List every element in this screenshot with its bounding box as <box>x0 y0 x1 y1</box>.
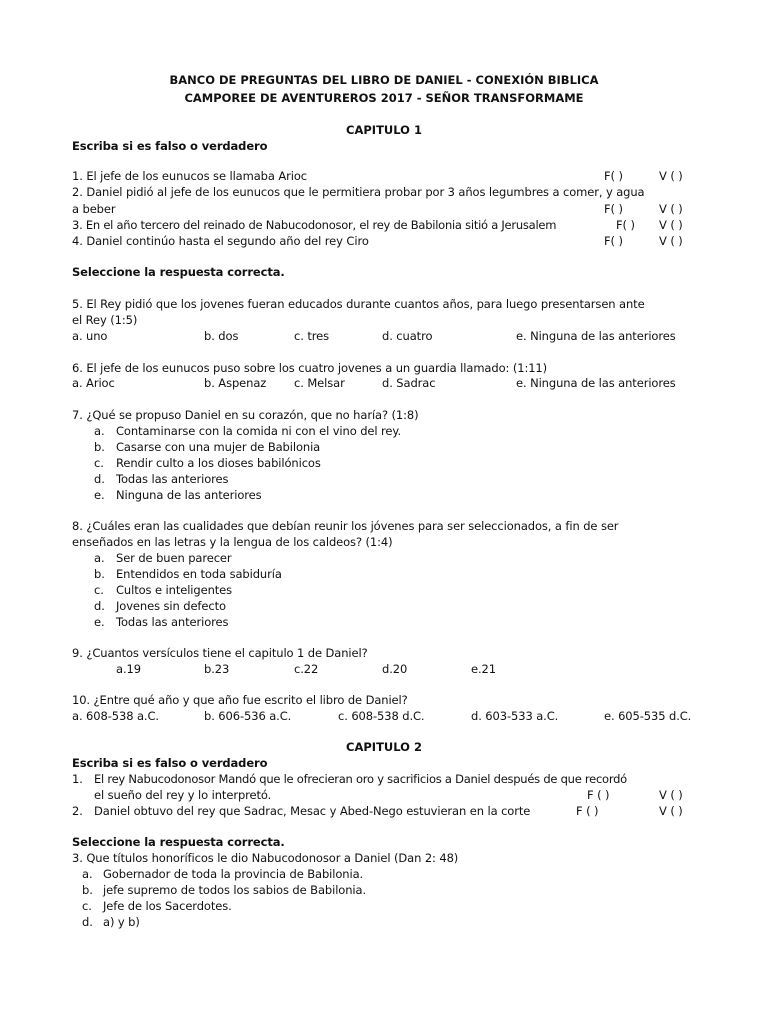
c2-tf-question-1-cont: el sueño del rey y lo interpretó. <box>94 788 272 802</box>
chapter-1-tf-instruction: Escriba si es falso o verdadero <box>72 139 268 153</box>
question-7: 7. ¿Qué se propuso Daniel en su corazón, que no haría? (1:8) <box>72 408 419 422</box>
c2-q3-option-d-letter: d. <box>82 915 93 929</box>
c2-tf-false-box-2: F ( ) <box>576 804 599 818</box>
q9-option-e: e.21 <box>471 662 496 676</box>
q5-option-c: c. tres <box>294 329 329 343</box>
c2-q3-option-a: Gobernador de toda la provincia de Babilonia. <box>103 867 364 881</box>
q6-option-a: a. Arioc <box>72 376 115 390</box>
q10-option-d: d. 603-533 a.C. <box>471 709 559 723</box>
c2-tf-question-2: Daniel obtuvo del rey que Sadrac, Mesac y Abed-Nego estuvieran en la corte <box>94 804 531 818</box>
c2-tf-false-box-1: F ( ) <box>587 788 610 802</box>
q8-option-d-letter: d. <box>94 599 105 613</box>
c2-q3-option-a-letter: a. <box>82 867 93 881</box>
question-5: 5. El Rey pidió que los jovenes fueran educados durante cuantos años, para luego presentarsen ante <box>72 297 645 311</box>
q6-option-d: d. Sadrac <box>382 376 436 390</box>
q7-option-a-letter: a. <box>94 424 105 438</box>
q5-option-b: b. dos <box>204 329 239 343</box>
q7-option-d: Todas las anteriores <box>116 472 229 486</box>
q5-option-e: e. Ninguna de las anteriores <box>516 329 676 343</box>
q10-option-e: e. 605-535 d.C. <box>604 709 692 723</box>
tf-question-2: 2. Daniel pidió al jefe de los eunucos que le permitiera probar por 3 años legumbres a comer, y agua <box>72 185 645 199</box>
q9-option-b: b.23 <box>204 662 230 676</box>
q9-option-a: a.19 <box>116 662 141 676</box>
q6-option-b: b. Aspenaz <box>204 376 267 390</box>
c2-tf-question-1: El rey Nabucodonosor Mandó que le ofrecieran oro y sacrificios a Daniel después de que recordó <box>94 772 627 786</box>
q10-option-c: c. 608-538 d.C. <box>338 709 425 723</box>
tf-false-box-4: F( ) <box>604 234 623 248</box>
question-5-cont: el Rey (1:5) <box>72 313 138 327</box>
q7-option-e: Ninguna de las anteriores <box>116 488 262 502</box>
tf-true-box-4: V ( ) <box>659 234 683 248</box>
q8-option-c-letter: c. <box>94 583 104 597</box>
q8-option-c: Cultos e inteligentes <box>116 583 233 597</box>
document-title: BANCO DE PREGUNTAS DEL LIBRO DE DANIEL - CONEXIÓN BIBLICA <box>169 73 599 87</box>
q5-option-a: a. uno <box>72 329 108 343</box>
q7-option-a: Contaminarse con la comida ni con el vino del rey. <box>116 424 401 438</box>
q7-option-c-letter: c. <box>94 456 104 470</box>
question-10: 10. ¿Entre qué año y que año fue escrito el libro de Daniel? <box>72 693 408 707</box>
tf-question-1: 1. El jefe de los eunucos se llamaba Arioc <box>72 169 308 183</box>
chapter-2-title: CAPITULO 2 <box>346 740 422 754</box>
q6-option-c: c. Melsar <box>294 376 345 390</box>
c2-q3-option-d: a) y b) <box>103 915 140 929</box>
tf-true-box-1: V ( ) <box>659 169 683 183</box>
c2-tf-2-number: 2. <box>72 804 83 818</box>
c2-q3-option-c-letter: c. <box>82 899 92 913</box>
q7-option-d-letter: d. <box>94 472 105 486</box>
chapter-1-mc-instruction: Seleccione la respuesta correcta. <box>72 265 285 279</box>
q8-option-a: Ser de buen parecer <box>116 551 232 565</box>
question-9: 9. ¿Cuantos versículos tiene el capitulo 1 de Daniel? <box>72 646 368 660</box>
document-subtitle: CAMPOREE DE AVENTUREROS 2017 - SEÑOR TRANSFORMAME <box>184 91 584 105</box>
tf-false-box-1: F( ) <box>604 169 623 183</box>
q7-option-c: Rendir culto a los dioses babilónicos <box>116 456 321 470</box>
tf-true-box-2: V ( ) <box>659 202 683 216</box>
question-8-cont: enseñados en las letras y la lengua de los caldeos? (1:4) <box>72 535 393 549</box>
c2-q3-option-b: jefe supremo de todos los sabios de Babilonia. <box>103 883 367 897</box>
c2-tf-true-box-1: V ( ) <box>659 788 683 802</box>
q8-option-d: Jovenes sin defecto <box>116 599 226 613</box>
chapter-2-mc-instruction: Seleccione la respuesta correcta. <box>72 835 285 849</box>
q7-option-e-letter: e. <box>94 488 105 502</box>
q8-option-e: Todas las anteriores <box>116 615 229 629</box>
c2-q3-option-c: Jefe de los Sacerdotes. <box>103 899 232 913</box>
tf-true-box-3: V ( ) <box>659 218 683 232</box>
tf-question-3: 3. En el año tercero del reinado de Nabucodonosor, el rey de Babilonia sitió a Jerusalem <box>72 218 557 232</box>
q8-option-a-letter: a. <box>94 551 105 565</box>
q10-option-a: a. 608-538 a.C. <box>72 709 159 723</box>
question-6: 6. El jefe de los eunucos puso sobre los cuatro jovenes a un guardia llamado: (1:11) <box>72 361 548 375</box>
c2-question-3: 3. Que títulos honoríficos le dio Nabucodonosor a Daniel (Dan 2: 48) <box>72 851 459 865</box>
q9-option-d: d.20 <box>382 662 408 676</box>
c2-q3-option-b-letter: b. <box>82 883 93 897</box>
q8-option-b-letter: b. <box>94 567 105 581</box>
q5-option-d: d. cuatro <box>382 329 433 343</box>
q9-option-c: c.22 <box>294 662 319 676</box>
q8-option-e-letter: e. <box>94 615 105 629</box>
tf-question-2-cont: a beber <box>72 202 116 216</box>
c2-tf-1-number: 1. <box>72 772 83 786</box>
chapter-2-tf-instruction: Escriba si es falso o verdadero <box>72 756 268 770</box>
c2-tf-true-box-2: V ( ) <box>659 804 683 818</box>
q7-option-b-letter: b. <box>94 440 105 454</box>
chapter-1-title: CAPITULO 1 <box>346 123 422 137</box>
tf-false-box-2: F( ) <box>604 202 623 216</box>
q6-option-e: e. Ninguna de las anteriores <box>516 376 676 390</box>
tf-question-4: 4. Daniel continúo hasta el segundo año del rey Ciro <box>72 234 369 248</box>
q10-option-b: b. 606-536 a.C. <box>204 709 292 723</box>
q8-option-b: Entendidos en toda sabiduría <box>116 567 282 581</box>
tf-false-box-3: F( ) <box>616 218 635 232</box>
question-8: 8. ¿Cuáles eran las cualidades que debían reunir los jóvenes para ser seleccionados, a fin de ser <box>72 519 619 533</box>
q7-option-b: Casarse con una mujer de Babilonia <box>116 440 321 454</box>
